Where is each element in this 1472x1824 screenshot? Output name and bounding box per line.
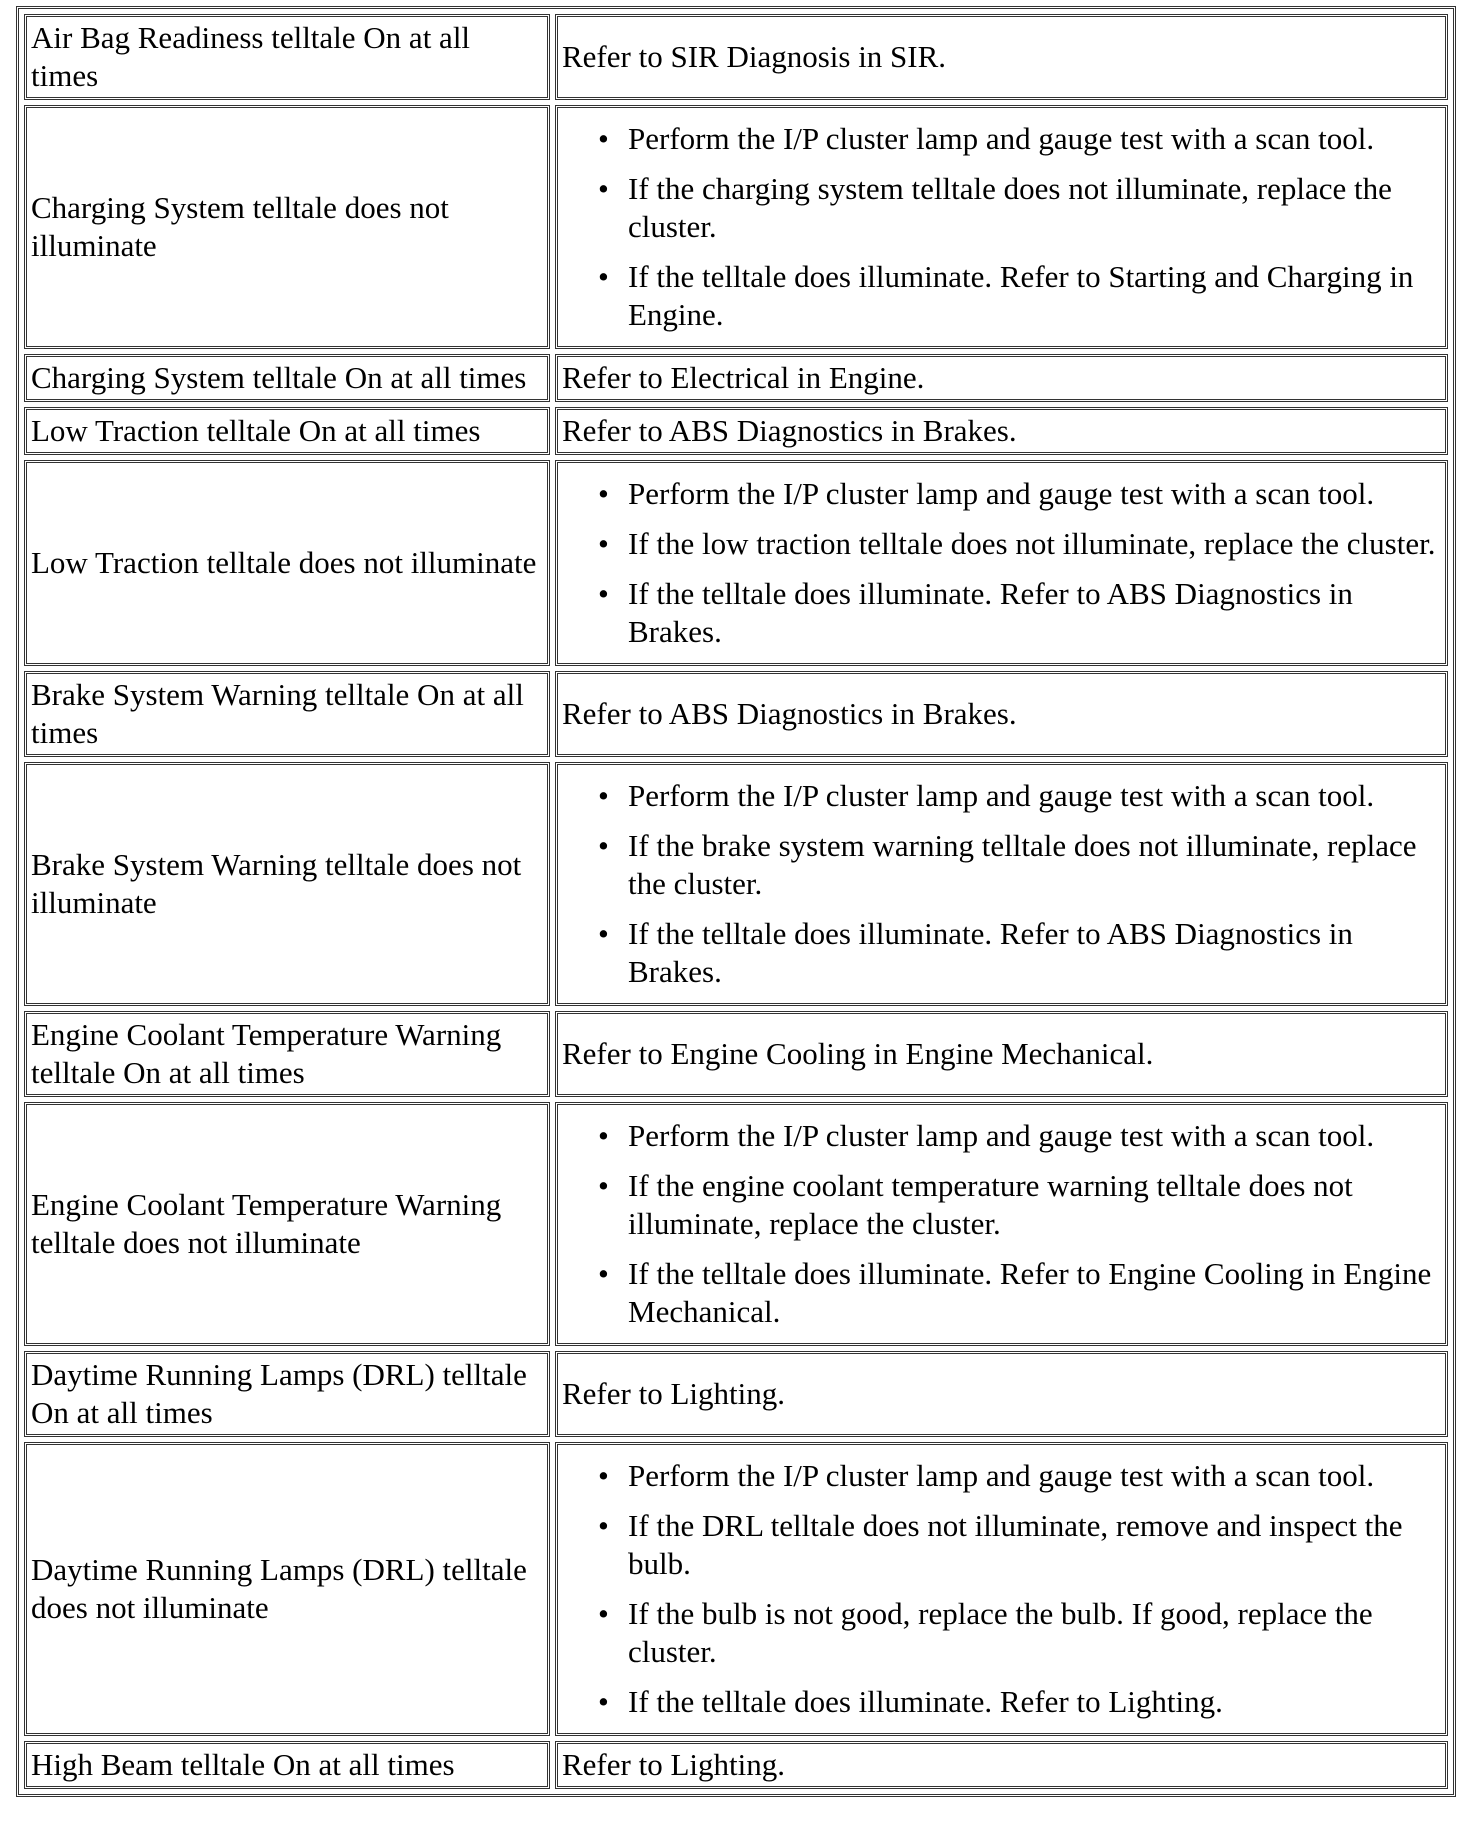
action-cell — [555, 105, 1448, 349]
bullet-icon: • — [598, 1256, 609, 1291]
condition-cell: Daytime Running Lamps (DRL) telltale does not illuminate — [24, 1442, 550, 1736]
action-list — [562, 110, 1441, 344]
condition-cell: High Beam telltale On at all times — [24, 1741, 550, 1789]
bullet-icon: • — [598, 1458, 609, 1493]
list-item — [598, 1167, 1441, 1243]
table-row — [24, 407, 1448, 455]
action-list — [562, 767, 1441, 1001]
list-item-text: If the DRL telltale does not illuminate, remove and inspect the bulb. — [628, 1508, 1403, 1581]
list-item — [598, 170, 1441, 246]
list-item-text: If the charging system telltale does not illuminate, replace the cluster. — [628, 171, 1392, 244]
action-cell — [555, 460, 1448, 666]
action-cell: Refer to ABS Diagnostics in Brakes. — [555, 671, 1448, 757]
condition-cell: Charging System telltale On at all times — [24, 354, 550, 402]
list-item-text: If the bulb is not good, replace the bulb. If good, replace the cluster. — [628, 1596, 1373, 1669]
list-item-text: Perform the I/P cluster lamp and gauge test with a scan tool. — [628, 778, 1375, 813]
list-item — [598, 1457, 1441, 1495]
condition-cell: Engine Coolant Temperature Warning telltale does not illuminate — [24, 1102, 550, 1346]
list-item — [598, 827, 1441, 903]
bullet-icon: • — [598, 1684, 609, 1719]
bullet-icon: • — [598, 121, 609, 156]
table-row — [24, 1741, 1448, 1789]
bullet-icon: • — [598, 1118, 609, 1153]
condition-cell: Brake System Warning telltale does not illuminate — [24, 762, 550, 1006]
table-row — [24, 460, 1448, 666]
table-row — [24, 1442, 1448, 1736]
list-item-text: If the engine coolant temperature warning telltale does not illuminate, replace the cluster. — [628, 1168, 1353, 1241]
list-item — [598, 915, 1441, 991]
table-row — [24, 105, 1448, 349]
action-cell: Refer to Lighting. — [555, 1351, 1448, 1437]
bullet-icon: • — [598, 1596, 609, 1631]
list-item — [598, 1683, 1441, 1721]
list-item-text: Perform the I/P cluster lamp and gauge test with a scan tool. — [628, 1118, 1375, 1153]
condition-cell: Charging System telltale does not illuminate — [24, 105, 550, 349]
action-cell — [555, 762, 1448, 1006]
document-page — [16, 6, 1456, 1797]
list-item — [598, 1507, 1441, 1583]
list-item — [598, 258, 1441, 334]
action-cell: Refer to Lighting. — [555, 1741, 1448, 1789]
action-cell: Refer to Engine Cooling in Engine Mechanical. — [555, 1011, 1448, 1097]
bullet-icon: • — [598, 778, 609, 813]
condition-cell: Low Traction telltale On at all times — [24, 407, 550, 455]
table-row — [24, 1102, 1448, 1346]
table-row — [24, 354, 1448, 402]
condition-cell: Brake System Warning telltale On at all times — [24, 671, 550, 757]
condition-cell: Low Traction telltale does not illuminate — [24, 460, 550, 666]
list-item — [598, 575, 1441, 651]
list-item-text: If the brake system warning telltale does not illuminate, replace the cluster. — [628, 828, 1417, 901]
list-item — [598, 777, 1441, 815]
action-list — [562, 1447, 1441, 1731]
action-list — [562, 465, 1441, 661]
action-cell: Refer to SIR Diagnosis in SIR. — [555, 14, 1448, 100]
condition-cell: Air Bag Readiness telltale On at all times — [24, 14, 550, 100]
list-item — [598, 525, 1441, 563]
bullet-icon: • — [598, 576, 609, 611]
bullet-icon: • — [598, 916, 609, 951]
action-list — [562, 1107, 1441, 1341]
bullet-icon: • — [598, 526, 609, 561]
bullet-icon: • — [598, 828, 609, 863]
action-cell — [555, 1102, 1448, 1346]
bullet-icon: • — [598, 259, 609, 294]
action-cell: Refer to ABS Diagnostics in Brakes. — [555, 407, 1448, 455]
list-item-text: If the telltale does illuminate. Refer to Engine Cooling in Engine Mechanical. — [628, 1256, 1432, 1329]
list-item-text: If the telltale does illuminate. Refer to Lighting. — [628, 1684, 1223, 1719]
list-item-text: Perform the I/P cluster lamp and gauge test with a scan tool. — [628, 476, 1375, 511]
list-item-text: Perform the I/P cluster lamp and gauge test with a scan tool. — [628, 1458, 1375, 1493]
table-row — [24, 671, 1448, 757]
list-item — [598, 475, 1441, 513]
list-item-text: If the telltale does illuminate. Refer to Starting and Charging in Engine. — [628, 259, 1414, 332]
condition-cell: Daytime Running Lamps (DRL) telltale On at all times — [24, 1351, 550, 1437]
table-row — [24, 762, 1448, 1006]
list-item — [598, 1117, 1441, 1155]
action-cell: Refer to Electrical in Engine. — [555, 354, 1448, 402]
bullet-icon: • — [598, 171, 609, 206]
bullet-icon: • — [598, 1508, 609, 1543]
list-item-text: Perform the I/P cluster lamp and gauge test with a scan tool. — [628, 121, 1375, 156]
table-row — [24, 14, 1448, 100]
list-item-text: If the low traction telltale does not illuminate, replace the cluster. — [628, 526, 1436, 561]
condition-cell: Engine Coolant Temperature Warning telltale On at all times — [24, 1011, 550, 1097]
list-item — [598, 120, 1441, 158]
table-row — [24, 1351, 1448, 1437]
bullet-icon: • — [598, 1168, 609, 1203]
list-item-text: If the telltale does illuminate. Refer to ABS Diagnostics in Brakes. — [628, 576, 1353, 649]
list-item — [598, 1255, 1441, 1331]
list-item-text: If the telltale does illuminate. Refer to ABS Diagnostics in Brakes. — [628, 916, 1353, 989]
list-item — [598, 1595, 1441, 1671]
action-cell — [555, 1442, 1448, 1736]
diagnostic-table — [16, 6, 1456, 1797]
bullet-icon: • — [598, 476, 609, 511]
table-row — [24, 1011, 1448, 1097]
